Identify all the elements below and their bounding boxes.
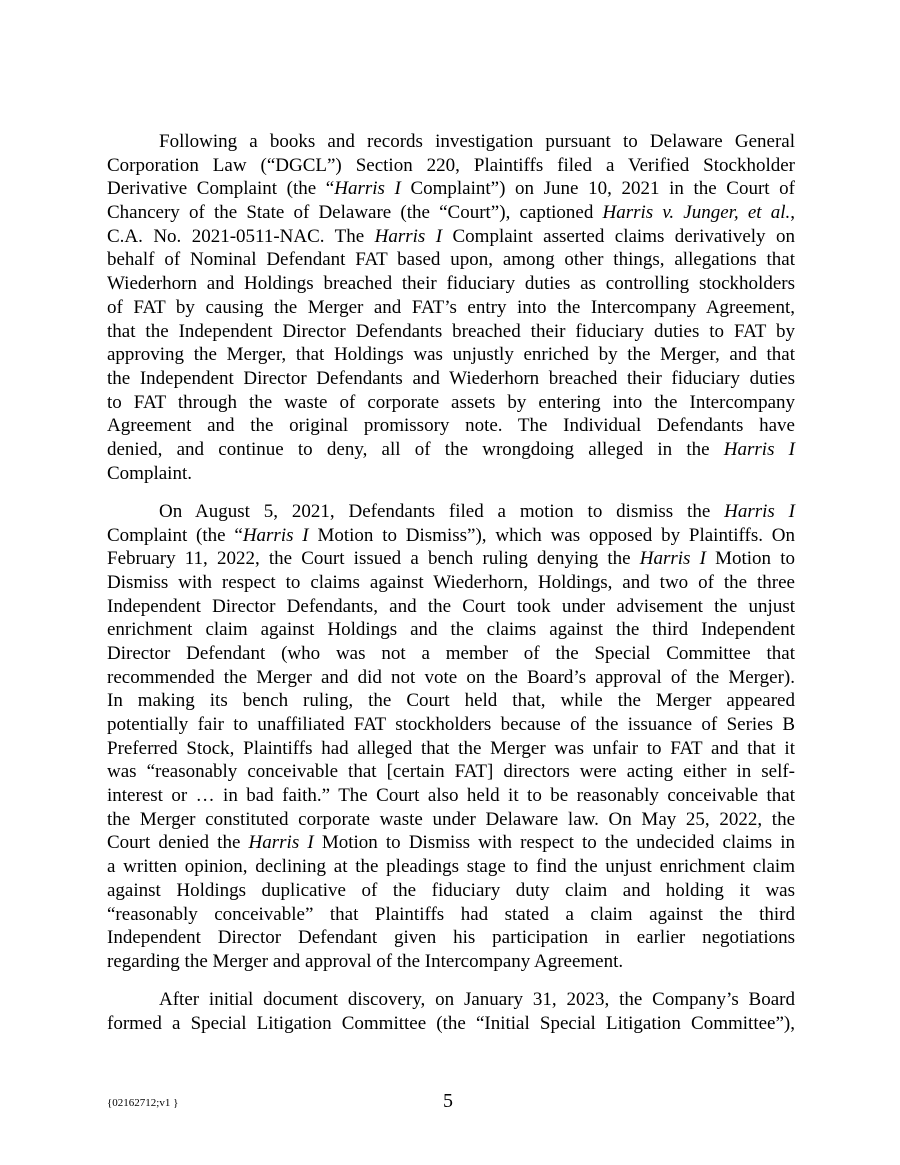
text-line — [107, 689, 795, 713]
text-line — [107, 737, 795, 761]
text-segment: approving the Merger, that Holdings was unjustly enriched by the Merger, and that — [107, 344, 795, 366]
text-segment: “reasonably conceivable” that Plaintiffs had stated a claim against the third — [107, 903, 795, 925]
footer-document-id: {02162712;v1 } — [107, 1097, 179, 1109]
text-line — [107, 618, 795, 642]
text-line — [107, 784, 795, 808]
text-segment: Complaint asserted claims derivatively on — [442, 225, 795, 247]
text-segment: Chancery of the State of Delaware (the “Court”), captioned — [107, 202, 603, 224]
text-segment: Wiederhorn and Holdings breached their fiduciary duties as controlling stockholders — [107, 273, 795, 295]
italic-case-name: Harris I — [248, 832, 314, 854]
italic-case-name: Harris I — [723, 438, 796, 460]
text-line — [107, 571, 795, 595]
text-segment: Director Defendant (who was not a member of the Special Committee that — [107, 642, 795, 664]
text-segment: In making its bench ruling, the Court held that, while the Merger appeared — [107, 690, 795, 712]
italic-case-name: Harris I — [724, 500, 795, 522]
text-segment: C.A. No. 2021-0511-NAC. The — [107, 225, 375, 247]
text-segment: Complaint. — [107, 462, 192, 484]
text-segment: denied, and continue to deny, all of the wrongdoing alleged in the — [107, 438, 724, 460]
document-body — [107, 130, 795, 1050]
text-segment: Motion to Dismiss”), which was opposed by Plaintiffs. On — [308, 524, 795, 546]
text-line — [107, 760, 795, 784]
text-segment: Corporation Law (“DGCL”) Section 220, Plaintiffs filed a Verified Stockholder — [107, 154, 795, 176]
italic-case-name: Harris I — [639, 548, 706, 570]
italic-case-name: Harris v. Junger, et al. — [602, 202, 791, 224]
text-segment: to FAT through the waste of corporate assets by entering into the Intercompany — [107, 391, 795, 413]
text-segment: Motion to — [705, 548, 795, 570]
text-line — [107, 855, 795, 879]
text-segment: was “reasonably conceivable that [certain FAT] directors were acting either in self- — [107, 761, 795, 783]
italic-case-name: Harris I — [334, 178, 401, 200]
text-line — [107, 367, 795, 391]
text-line — [107, 642, 795, 666]
text-segment: regarding the Merger and approval of the Intercompany Agreement. — [107, 950, 624, 972]
text-line — [107, 950, 795, 974]
paragraph — [107, 500, 795, 974]
text-line — [107, 903, 795, 927]
text-line — [107, 1012, 795, 1036]
text-segment: Independent Director Defendant given his participation in earlier negotiations — [107, 927, 795, 949]
text-line — [107, 248, 795, 272]
text-line — [107, 177, 795, 201]
paragraph — [107, 130, 795, 485]
text-segment: enrichment claim against Holdings and the claims against the third Independent — [107, 619, 795, 641]
text-segment: Following a books and records investigation pursuant to Delaware General — [159, 131, 795, 152]
text-line — [107, 926, 795, 950]
text-line — [107, 988, 795, 1012]
text-segment: of FAT by causing the Merger and FAT’s entry into the Intercompany Agreement, — [107, 296, 795, 318]
text-line — [107, 462, 795, 486]
text-segment: February 11, 2022, the Court issued a bench ruling denying the — [107, 548, 640, 570]
text-segment: potentially fair to unaffiliated FAT stockholders because of the issuance of Series B — [107, 714, 795, 735]
page-number: 5 — [443, 1090, 453, 1112]
text-segment: that the Independent Director Defendants breached their fiduciary duties to FAT by — [107, 320, 795, 342]
text-segment: recommended the Merger and did not vote on the Board’s approval of the Merger). — [107, 666, 795, 688]
text-segment: Independent Director Defendants, and the Court took under advisement the unjust — [107, 595, 795, 617]
text-segment: Court denied the — [107, 832, 249, 854]
text-line — [107, 225, 795, 249]
italic-case-name: Harris I — [242, 524, 309, 546]
text-segment: Derivative Complaint (the “ — [107, 178, 335, 200]
text-line — [107, 831, 795, 855]
text-segment: Agreement and the original promissory note. The Individual Defendants have — [107, 415, 795, 437]
text-segment: , — [790, 202, 795, 224]
text-line — [107, 201, 795, 225]
text-line — [107, 154, 795, 178]
text-segment: the Merger constituted corporate waste under Delaware law. On May 25, 2022, the — [107, 808, 795, 830]
text-segment: After initial document discovery, on January 31, 2023, the Company’s Board — [159, 989, 795, 1011]
text-segment: the Independent Director Defendants and Wiederhorn breached their fiduciary duties — [107, 367, 795, 389]
text-line — [107, 808, 795, 832]
text-segment: formed a Special Litigation Committee (the “Initial Special Litigation Committee”), — [107, 1012, 795, 1034]
text-segment: a written opinion, declining at the pleadings stage to find the unjust enrichment claim — [107, 856, 795, 878]
text-segment: behalf of Nominal Defendant FAT based upon, among other things, allegations that — [107, 249, 795, 271]
text-line — [107, 414, 795, 438]
italic-case-name: Harris I — [374, 225, 443, 247]
text-line — [107, 524, 795, 548]
text-line — [107, 438, 795, 462]
text-line — [107, 713, 795, 737]
text-segment: against Holdings duplicative of the fiduciary duty claim and holding it was — [107, 879, 795, 901]
text-line — [107, 547, 795, 571]
text-segment: On August 5, 2021, Defendants filed a motion to dismiss the — [159, 500, 725, 522]
text-segment: Complaint”) on June 10, 2021 in the Court of — [400, 178, 795, 200]
text-segment: Dismiss with respect to claims against Wiederhorn, Holdings, and two of the three — [107, 571, 795, 593]
text-line — [107, 343, 795, 367]
text-segment: Preferred Stock, Plaintiffs had alleged that the Merger was unfair to FAT and that it — [107, 737, 795, 759]
text-line — [107, 666, 795, 690]
text-line — [107, 320, 795, 344]
text-line — [107, 879, 795, 903]
text-line — [107, 595, 795, 619]
text-segment: Complaint (the “ — [107, 524, 243, 546]
paragraph — [107, 988, 795, 1035]
text-line — [107, 130, 795, 154]
text-segment: Motion to Dismiss with respect to the undecided claims in — [313, 832, 795, 854]
text-line — [107, 500, 795, 524]
text-line — [107, 296, 795, 320]
text-line — [107, 272, 795, 296]
text-segment: interest or … in bad faith.” The Court also held it to be reasonably conceivable that — [107, 785, 795, 807]
text-line — [107, 391, 795, 415]
